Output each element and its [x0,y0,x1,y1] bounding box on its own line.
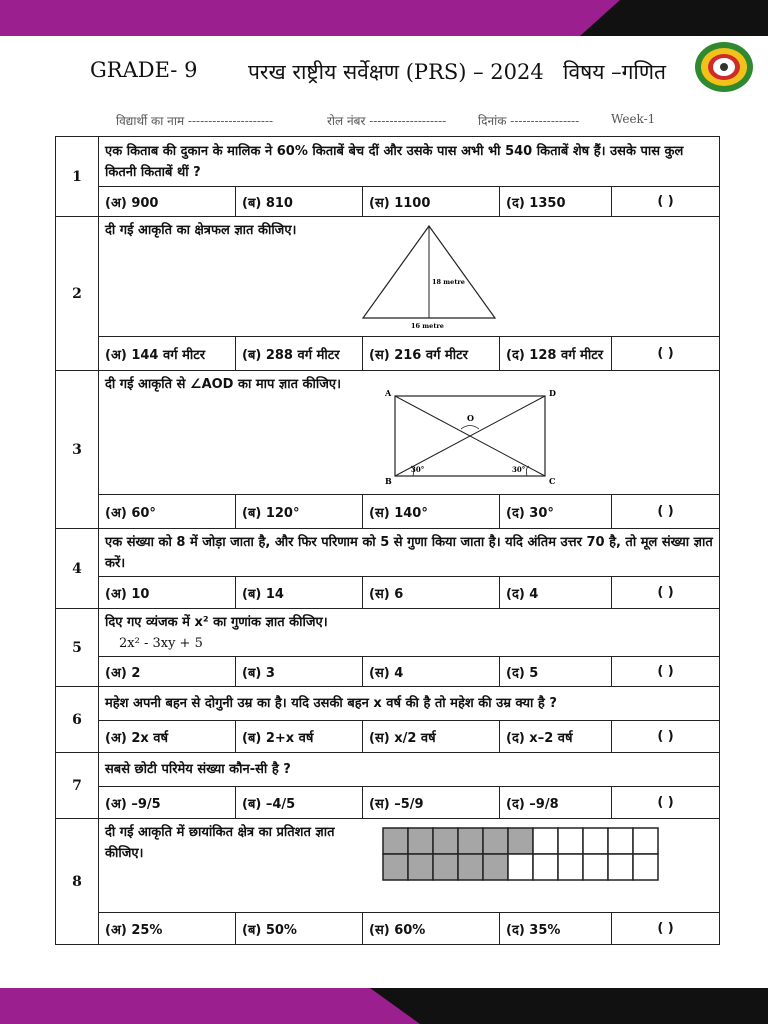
shaded-cell [433,854,458,880]
option-a: (अ) –9/5 [99,787,236,819]
label-a: A [385,387,392,398]
emblem-logo [694,40,754,94]
angle-c-label: 30° [512,464,526,474]
question-number: 6 [56,687,99,753]
option-c: (स) x/2 वर्ष [363,721,500,753]
option-b: (ब) –4/5 [236,787,363,819]
question-table [55,136,720,945]
question-row [56,609,720,657]
option-c: (स) 60% [363,913,500,945]
label-b: B [385,475,392,486]
unshaded-cell [608,828,633,854]
options-row [56,187,720,217]
answer-box: ( ) [612,337,720,371]
unshaded-cell [608,854,633,880]
triangle-figure [359,222,499,332]
options-row [56,495,720,529]
base-label: 16 metre [411,321,444,330]
options-row [56,657,720,687]
option-a: (अ) 2x वर्ष [99,721,236,753]
option-a: (अ) 2 [99,657,236,687]
rectangle-figure [375,384,565,488]
option-a: (अ) 10 [99,577,236,609]
option-c: (स) 1100 [363,187,500,217]
label-c: C [549,475,556,486]
date-field: दिनांक ----------------- [478,114,580,128]
answer-box: ( ) [612,721,720,753]
answer-box: ( ) [612,495,720,529]
question-row [56,217,720,337]
roll-number-field: रोल नंबर ------------------- [327,114,447,128]
shaded-cell [383,854,408,880]
answer-box: ( ) [612,577,720,609]
unshaded-cell [633,828,658,854]
option-c: (स) 216 वर्ग मीटर [363,337,500,371]
option-b: (ब) 120° [236,495,363,529]
option-b: (ब) 50% [236,913,363,945]
option-a: (अ) 144 वर्ग मीटर [99,337,236,371]
label-d: D [549,387,556,398]
question-text: दी गई आकृति से ∠AOD का माप ज्ञात कीजिए। [105,376,342,392]
option-a: (अ) 25% [99,913,236,945]
shaded-cell [458,854,483,880]
grade-label: GRADE- 9 [90,58,198,82]
option-d: (द) 4 [500,577,612,609]
question-number: 1 [56,137,99,217]
shaded-cell [433,828,458,854]
options-row [56,787,720,819]
subject-label: विषय –गणित [563,60,667,84]
question-row [56,371,720,495]
question-row [56,819,720,913]
answer-box: ( ) [612,657,720,687]
question-text: एक संख्या को 8 में जोड़ा जाता है, और फिर परिणाम को 5 से गुणा किया जाता है। यदि अंतिम उत्तर 70 है, तो मूल संख्या ज्ञात करें। [99,529,720,577]
option-c: (स) 140° [363,495,500,529]
question-number: 5 [56,609,99,687]
option-c: (स) 6 [363,577,500,609]
option-d: (द) 1350 [500,187,612,217]
student-name-field: विद्यार्थी का नाम --------------------- [116,114,274,128]
shaded-cell [408,828,433,854]
shaded-grid-figure [381,826,661,882]
options-row [56,913,720,945]
option-d: (द) 30° [500,495,612,529]
option-b: (ब) 810 [236,187,363,217]
question-row [56,753,720,787]
unshaded-cell [508,854,533,880]
options-row [56,337,720,371]
shaded-cell [483,854,508,880]
option-b: (ब) 3 [236,657,363,687]
question-text: दिए गए व्यंजक में x² का गुणांक ज्ञात कीजिए। [105,614,328,630]
expression: 2x² - 3xy + 5 [119,635,203,651]
question-number: 7 [56,753,99,819]
question-text: एक किताब की दुकान के मालिक ने 60% किताबें बेच दीं और उसके पास अभी भी 540 किताबें शेष हैं। उसके पास कुल कितनी किताबें थीं ? [99,137,720,187]
unshaded-cell [633,854,658,880]
answer-box: ( ) [612,187,720,217]
option-a: (अ) 900 [99,187,236,217]
option-a: (अ) 60° [99,495,236,529]
option-d: (द) –9/8 [500,787,612,819]
question-text: दी गई आकृति का क्षेत्रफल ज्ञात कीजिए। [105,222,297,238]
shaded-cell [483,828,508,854]
option-b: (ब) 288 वर्ग मीटर [236,337,363,371]
unshaded-cell [533,828,558,854]
question-text: दी गई आकृति में छायांकित क्षेत्र का प्रतिशत ज्ञात कीजिए। [105,824,335,861]
unshaded-cell [583,828,608,854]
option-d: (द) 35% [500,913,612,945]
option-b: (ब) 14 [236,577,363,609]
question-text: सबसे छोटी परिमेय संख्या कौन-सी है ? [99,753,720,787]
shaded-cell [408,854,433,880]
question-number: 8 [56,819,99,945]
week-label: Week-1 [611,112,656,126]
question-text: महेश अपनी बहन से दोगुनी उम्र का है। यदि उसकी बहन x वर्ष की है तो महेश की उम्र क्या है ? [99,687,720,721]
question-number: 2 [56,217,99,371]
question-number: 3 [56,371,99,529]
question-row [56,687,720,721]
answer-box: ( ) [612,787,720,819]
unshaded-cell [558,854,583,880]
option-c: (स) 4 [363,657,500,687]
page-title: परख राष्ट्रीय सर्वेक्षण (PRS) – 2024 [248,60,544,84]
question-row [56,137,720,187]
page-header [0,58,768,90]
option-d: (द) x–2 वर्ष [500,721,612,753]
shaded-cell [383,828,408,854]
option-b: (ब) 2+x वर्ष [236,721,363,753]
unshaded-cell [583,854,608,880]
option-c: (स) –5/9 [363,787,500,819]
answer-box: ( ) [612,913,720,945]
label-o: O [467,412,474,423]
unshaded-cell [558,828,583,854]
angle-b-label: 30° [411,464,425,474]
question-number: 4 [56,529,99,609]
option-d: (द) 128 वर्ग मीटर [500,337,612,371]
bottom-band [0,988,768,1024]
option-d: (द) 5 [500,657,612,687]
question-row [56,529,720,577]
height-label: 18 metre [432,277,465,286]
options-row [56,721,720,753]
unshaded-cell [533,854,558,880]
top-band [0,0,768,36]
shaded-cell [458,828,483,854]
shaded-cell [508,828,533,854]
options-row [56,577,720,609]
